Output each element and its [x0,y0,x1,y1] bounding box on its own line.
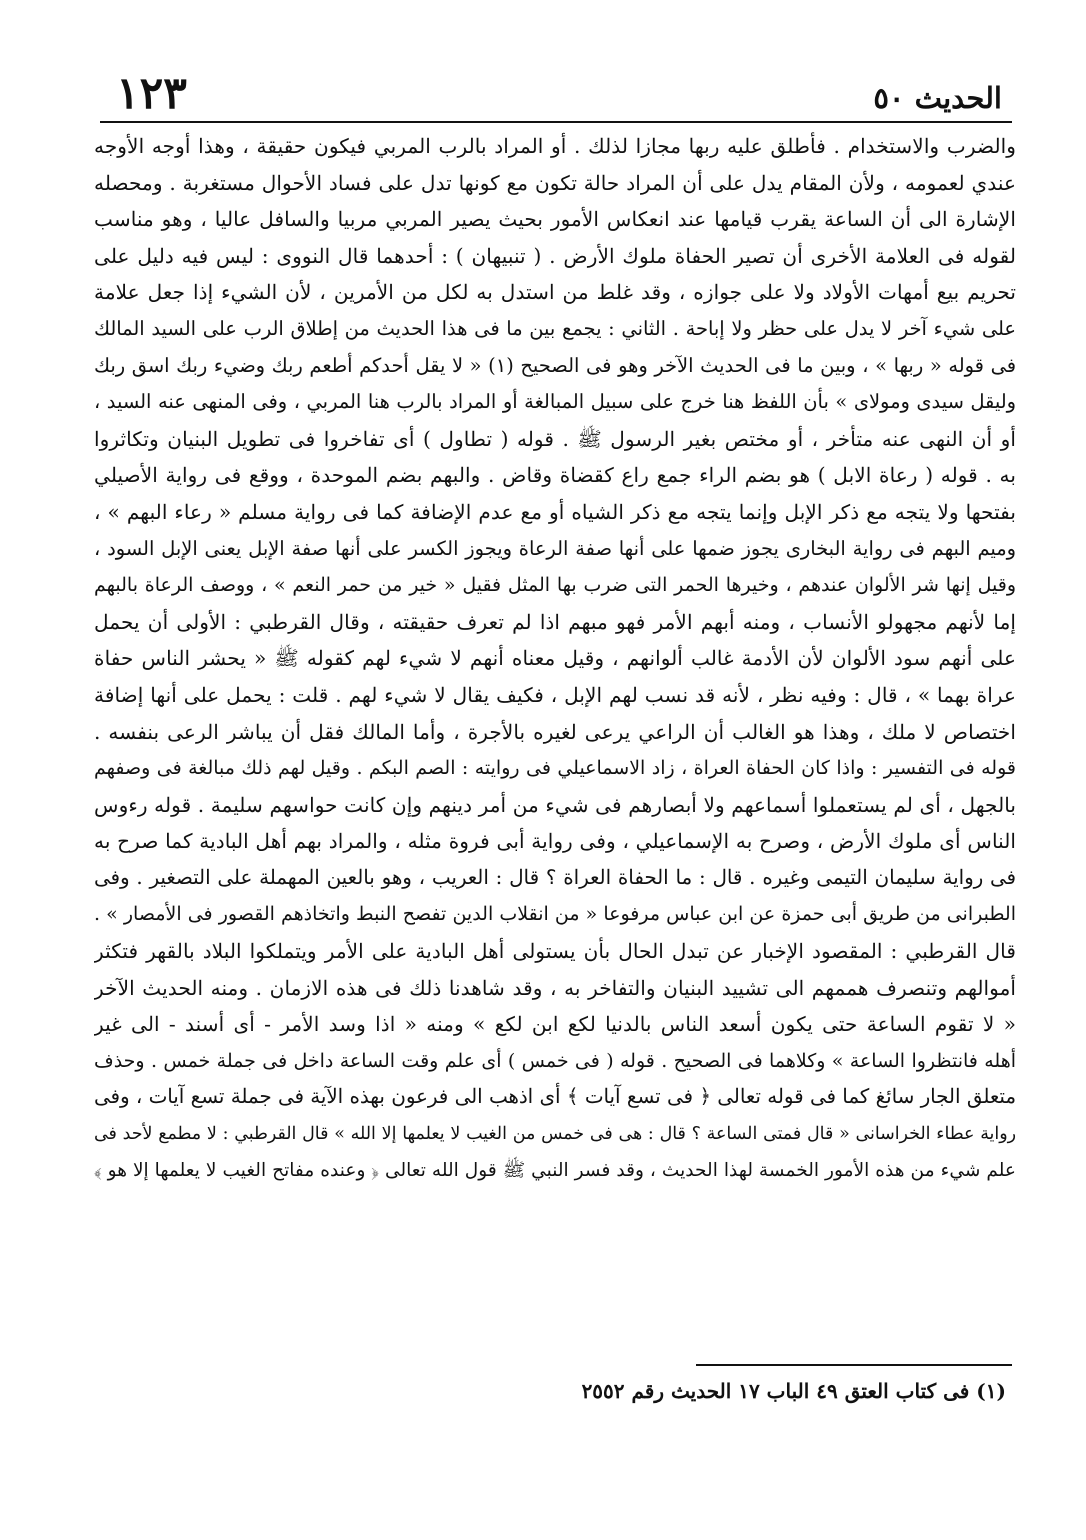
text-line: متعلق الجار سائغ كما فى قوله تعالى ﴿ فى تسع آيات ﴾ أى اذهب الى فرعون بهذه الآية فى جملة تسع آيات ، وفى [94,1085,1016,1109]
running-header: الحديث ٥٠ [873,81,1002,115]
text-line: فى قوله « ربها » ، وبين ما فى الحديث الآخر وهو فى الصحيح (١) « لا يقل أحدكم أطعم ربك وضيء ربك اسق ربك [94,353,1016,377]
text-line: وقيل إنها شر الألوان عندهم ، وخيرها الحمر التى ضرب بها المثل فقيل « خير من حمر النعم » ، ووصف الرعاة بالبهم [94,574,1016,597]
text-line: إما لأنهم مجهولو الأنساب ، ومنه أبهم الأمر فهو مبهم اذا لم تعرف حقيقته ، وقال القرطبي : الأولى أن يحمل [94,609,1016,634]
text-line: وميم البهم فى رواية البخارى يجوز ضمها على أنها صفة الرعاة ويجوز الكسر على أنها صفة الإبل يعنى الإبل السود ، [94,536,1016,560]
text-line: بالجهل ، أى لم يستعملوا أسماعهم ولا أبصارهم فى شيء من أمر دينهم وإن كانت حواسهم سليمة . قوله رءوس [94,792,1016,817]
text-line: فى رواية سليمان التيمى وغيره . قال : ما الحفاة العراة ؟ قال : العريب ، وهو بالعين المهملة على التصغير . وفى [94,865,1016,889]
footnote: (١) فى كتاب العتق ٤٩ الباب ١٧ الحديث رقم ٢٥٥٢ [581,1379,1006,1403]
text-line: الطبرانى من طريق أبى حمزة عن ابن عباس مرفوعا « من انقلاب الدين تفصح النبط واتخاذهم القصور فى الأمصار » . [94,903,1016,926]
text-line: قوله فى التفسير : واذا كان الحفاة العراة ، زاد الاسماعيلي فى روايته : الصم البكم . وقيل لهم ذلك مبالغة فى وصفهم [94,757,1016,780]
text-line: أو أن النهى عنه متأخر ، أو مختص بغير الرسول ﷺ . قوله ( تطاول ) أى تفاخروا فى تطويل البنيان وتكاثروا [94,426,1016,451]
footnote-divider [696,1364,1012,1366]
text-line: به . قوله ( رعاة الابل ) هو بضم الراء جمع راع كقضاة وقاض . والبهم بضم الموحدة ، ووقع فى رواية الأصيلي [94,463,1016,488]
text-line: وليقل سيدى ومولاى » بأن اللفظ هنا خرج على سبيل المبالغة أو المراد بالرب هنا المربي ، وفى المنهى عنه السيد ، [94,390,1016,414]
text-line: والضرب والاستخدام . فأطلق عليه ربها مجازا لذلك . أو المراد بالرب المربي فيكون حقيقة ، وهذا أوجه الأوجه [94,134,1016,158]
text-line: « لا تقوم الساعة حتى يكون أسعد الناس بالدنيا لكع ابن لكع » ومنه « اذا وسد الأمر - أى أسند - الى غير [94,1012,1016,1037]
text-line: لقوله فى العلامة الأخرى أن تصير الحفاة ملوك الأرض . ( تنبيهان ) : أحدهما قال النووى : ليس فيه دليل على [94,243,1016,268]
text-line: علم شيء من هذه الأمور الخمسة لهذا الحديث ، وقد فسر النبي ﷺ قول الله تعالى ﴿ وعنده مفاتح الغيب لا يعلمها إلا هو ﴾ [94,1159,1016,1181]
text-line: على أنهم سود الألوان لأن الأدمة غالب ألوانهم ، وقيل معناه أنهم لا شيء لهم كقوله ﷺ « يحشر الناس حفاة [94,646,1016,671]
page-number: ١٢٣ [116,68,187,119]
text-line: عراة بهما » ، قال : وفيه نظر ، لأنه قد نسب لهم الإبل ، فكيف يقال لا شيء لهم . قلت : يحمل على أنها إضافة [94,682,1016,707]
text-line: الناس أى ملوك الأرض ، وصرح به الإسماعيلي ، وفى رواية أبى فروة مثله ، والمراد بهم أهل البادية كما صرح به [94,829,1016,854]
text-line: بفتحها ولا يتجه مع ذكر الإبل وإنما يتجه مع ذكر الشياه أو مع عدم الإضافة كما فى رواية مسلم « رعاء البهم » ، [94,499,1016,524]
body-text [94,128,1016,1189]
text-line: عندي لعمومه ، ولأن المقام يدل على أن المراد حالة تكون مع كونها تدل على فساد الأحوال مستغربة . ومحصله [94,170,1016,195]
text-line: اختصاص لا ملك ، وهذا هو الغالب أن الراعي يرعى لغيره بالأجرة ، وأما المالك فقل أن يباشر الرعى بنفسه . [94,719,1016,744]
text-line: قال القرطبي : المقصود الإخبار عن تبدل الحال بأن يستولى أهل البادية على الأمر ويتملكوا البلاد بالقهر فتكثر [94,939,1016,964]
text-line: الإشارة الى أن الساعة يقرب قيامها عند انعكاس الأمور بحيث يصير المربي مربيا والسافل عاليا ، وهو مناسب [94,207,1016,232]
header-divider [100,121,1012,123]
text-line: أموالهم وتنصرف هممهم الى تشييد البنيان والتفاخر به ، وقد شاهدنا ذلك فى هذه الازمان . ومنه الحديث الآخر [94,975,1016,1000]
text-line: رواية عطاء الخراسانى « قال فمتى الساعة ؟ قال : هى فى خمس من الغيب لا يعلمها إلا الله » قال القرطبي : لا مطمع لأحد فى [94,1124,1016,1145]
text-line: أهله فانتظروا الساعة » وكلاهما فى الصحيح . قوله ( فى خمس ) أى علم وقت الساعة داخل فى جملة خمس . وحذف [94,1049,1016,1072]
text-line: على شيء آخر لا يدل على حظر ولا إباحة . الثاني : يجمع بين ما فى هذا الحديث من إطلاق الرب على السيد المالك [94,316,1016,340]
text-line: تحريم بيع أمهات الأولاد ولا على جوازه ، وقد غلط من استدل به لكل من الأمرين ، لأن الشيء إذا جعل علامة [94,280,1016,305]
